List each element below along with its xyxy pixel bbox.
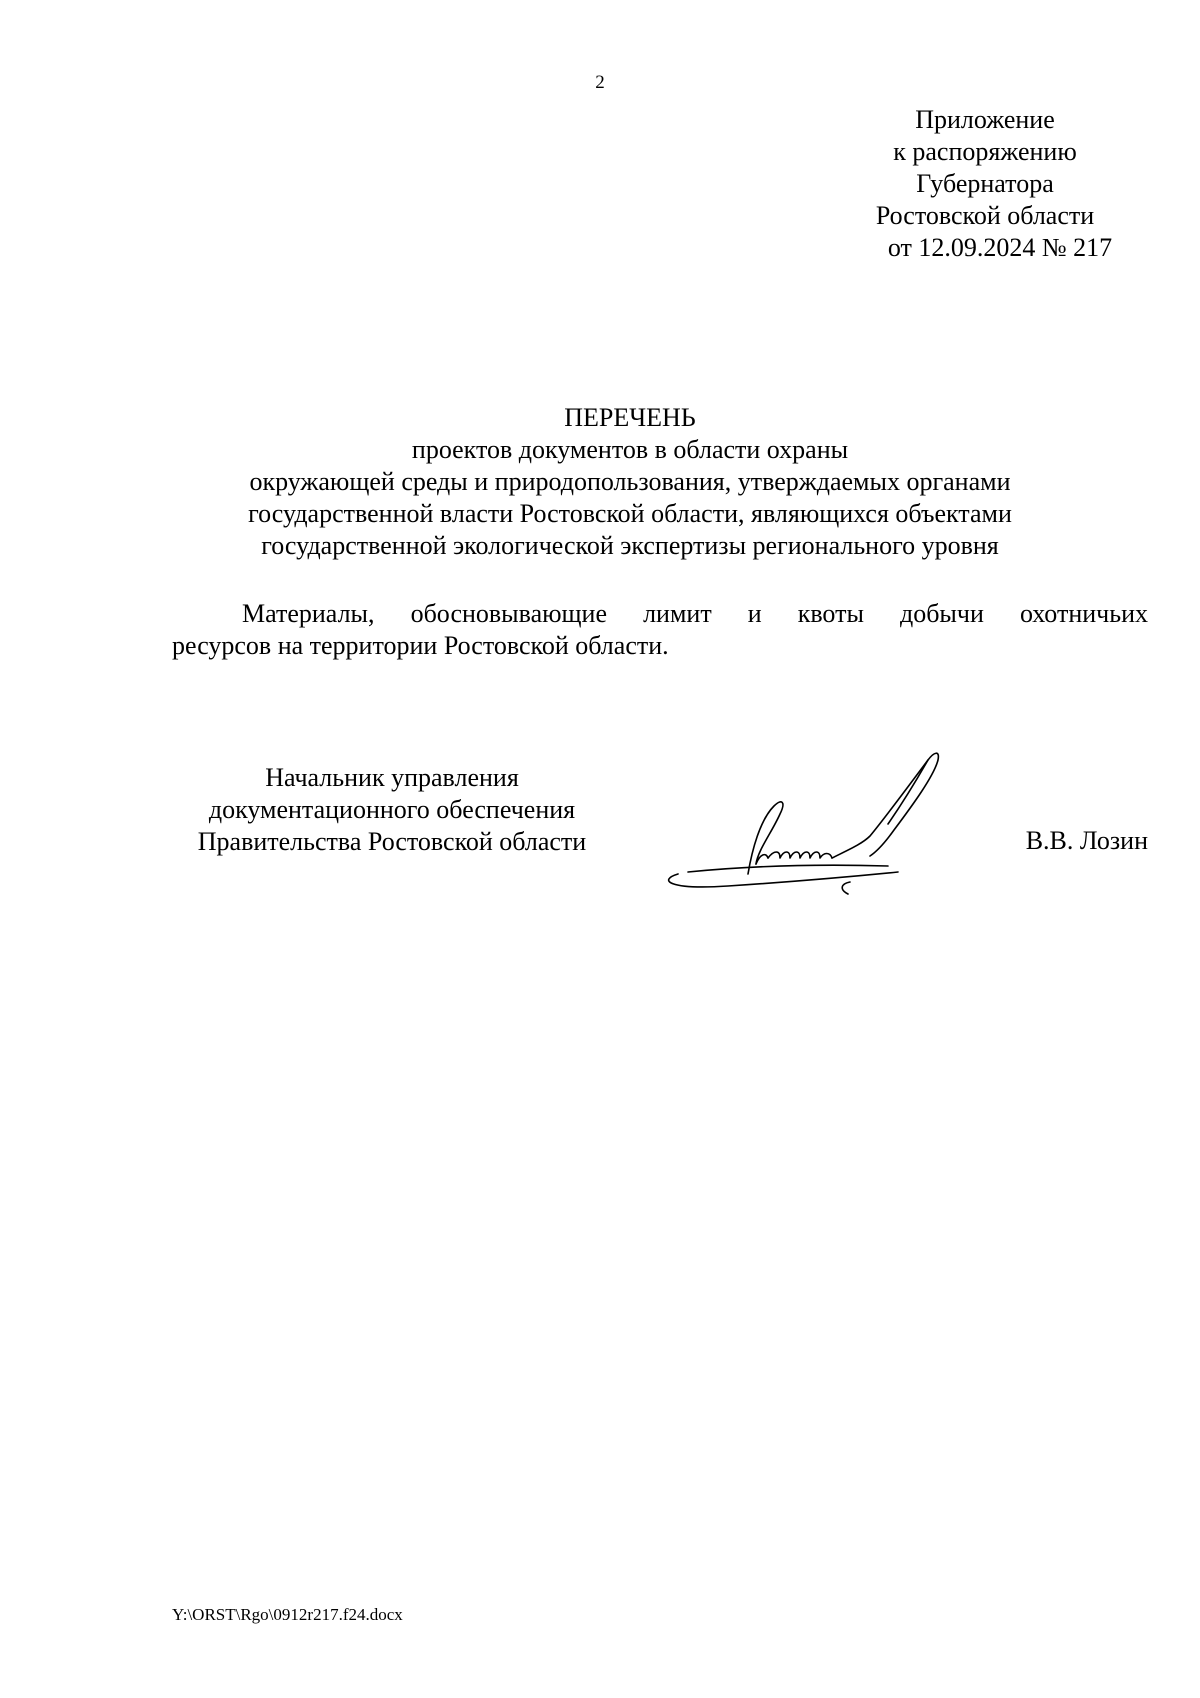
signer-position-block [172,762,612,858]
body-word: Материалы, [242,599,375,628]
document-title-block [170,402,1090,562]
body-paragraph [172,598,1148,662]
document-subtitle-line: проектов документов в области охраны [411,435,849,464]
document-subtitle-line: окружающей среды и природопользования, утверждаемых органами [249,467,1011,496]
appendix-line: Губернатора [916,169,1054,198]
body-word: и [747,599,762,628]
handwritten-signature [648,740,988,900]
appendix-line: к распоряжению [893,137,1077,166]
appendix-date-number: от 12.09.2024 № 217 [887,233,1113,262]
body-word: обосновывающие [410,599,608,628]
appendix-block [820,104,1150,264]
body-word: добычи [899,599,984,628]
body-word: квоты [797,599,864,628]
document-subtitle-line: государственной власти Ростовской области, являющихся объектами [248,499,1012,528]
signer-position-line: Правительства Ростовской области [197,827,587,856]
body-line: ресурсов на территории Ростовской области. [172,631,669,660]
appendix-line: Ростовской области [875,201,1095,230]
document-subtitle-line: государственной экологической экспертизы регионального уровня [261,531,999,560]
signer-name: В.В. Лозин [1025,826,1148,855]
footer-file-path: Y:\ORST\Rgo\0912r217.f24.docx [172,1605,403,1624]
signer-position-line: документационного обеспечения [208,795,576,824]
appendix-line: Приложение [915,105,1055,134]
body-word: охотничьих [1019,599,1148,628]
body-word: лимит [643,599,712,628]
body-line-justified [172,598,1148,630]
document-heading: ПЕРЕЧЕНЬ [564,403,696,432]
page-number: 2 [595,72,605,93]
signer-position-line: Начальник управления [265,763,519,792]
